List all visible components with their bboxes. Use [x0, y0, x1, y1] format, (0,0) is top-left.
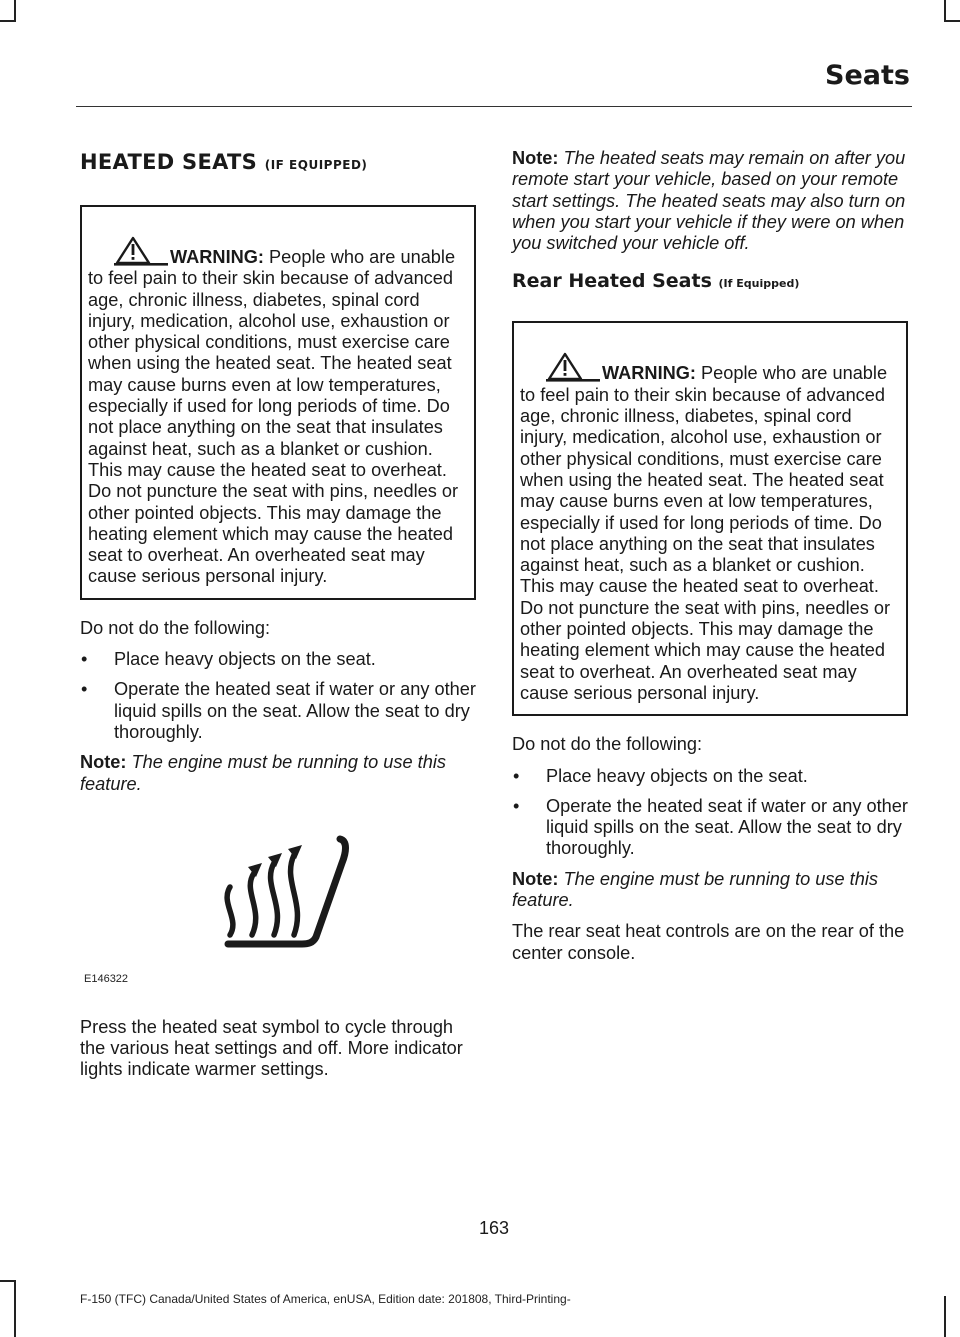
list-item [512, 766, 908, 787]
intro-text: Do not do the following: [512, 734, 703, 755]
page-number: 163 [478, 1218, 510, 1238]
list-item-text: Place heavy objects on the seat. [114, 649, 376, 670]
press-text: Press the heated seat symbol to cycle through the various heat settings and off. More indicator lights indicate warmer settings. [80, 1016, 463, 1080]
warning-text: People who are unable to feel pain to their skin because of advanced age, chronic illness, diabetes, spinal cord injury, medication, alcohol use, exhaustion or other physical conditions, must exercise care when using the heated seat. The heated seat may cause burns even at low temperatures, especially if used for long periods of time. Do not place anything on the seat that insulates against heat, such as a blanket or cushion. This may cause the heated seat to overheat. Do not puncture the seat with pins, needles or other pointed objects. This may damage the heating element which may cause the heated seat to overheat. An overheated seat may cause serious personal injury. [88, 247, 459, 587]
list-item-text: Place heavy objects on the seat. [546, 765, 808, 786]
bullet-glyph: • [513, 795, 520, 816]
footer-text: F-150 (TFC) Canada/United States of America, enUSA, Edition date: 201808, Third-Printing- [80, 1292, 571, 1306]
list-item-text: Operate the heated seat if water or any other liquid spills on the seat. Allow the seat to dry thoroughly. [546, 795, 908, 859]
note-paragraph [512, 869, 908, 912]
subsection-heading-suffix: (If Equipped) [718, 277, 800, 291]
list-item [80, 679, 476, 743]
subsection-heading-text: Rear Heated Seats [512, 270, 712, 293]
right-column [512, 148, 908, 974]
bullet-glyph: • [81, 679, 88, 700]
warning-paragraph [88, 235, 468, 588]
note-text: The engine must be running to use this feature. [512, 868, 878, 911]
note-paragraph [80, 752, 476, 795]
warning-paragraph [520, 351, 900, 704]
controls-text: The rear seat heat controls are on the rear of the center console. [512, 921, 905, 963]
warning-label: WARNING: [170, 247, 264, 267]
crop-mark [944, 1296, 946, 1337]
warning-text: People who are unable to feel pain to their skin because of advanced age, chronic illness, diabetes, spinal cord injury, medication, alcohol use, exhaustion or other physical conditions, must exercise care when using the heated seat. The heated seat may cause burns even at low temperatures, especially if used for long periods of time. Do not place anything on the seat that insulates against heat, such as a blanket or cushion. This may cause the heated seat to overheat. Do not puncture the seat with pins, needles or other pointed objects. This may damage the heating element which may cause the heated seat to overheat. An overheated seat may cause serious personal injury. [520, 363, 891, 703]
intro-text: Do not do the following: [80, 617, 271, 638]
note-text: The engine must be running to use this feature. [80, 752, 446, 794]
header-divider [76, 106, 912, 107]
note-label: Note: [512, 148, 559, 168]
warning-label: WARNING: [602, 363, 696, 384]
warning-triangle-icon [114, 235, 168, 267]
bullet-list [512, 766, 908, 860]
crop-mark [14, 1280, 16, 1337]
page-header-title: Seats [825, 60, 910, 91]
crop-mark [14, 0, 16, 22]
note-text: The heated seats may remain on after you remote start your vehicle, based on your remote start settings. The heated seats may also turn on when you start your vehicle if they were on when you switched your vehicle off. [512, 148, 906, 254]
left-column [80, 148, 476, 1091]
crop-mark [944, 0, 946, 22]
warning-box [512, 321, 908, 716]
heated-seat-icon [216, 823, 356, 957]
subsection-heading [512, 268, 908, 297]
note-paragraph [512, 148, 908, 254]
bullet-glyph: • [81, 649, 88, 670]
crop-mark [0, 1280, 16, 1282]
warning-box [80, 205, 476, 600]
bullet-list [80, 649, 476, 743]
section-heading-suffix: (IF EQUIPPED) [264, 158, 368, 172]
list-item-text: Operate the heated seat if water or any other liquid spills on the seat. Allow the seat to dry thoroughly. [114, 679, 476, 742]
section-heading [80, 148, 476, 179]
warning-triangle-icon [546, 351, 600, 383]
bullet-glyph: • [513, 765, 520, 786]
list-item [512, 796, 908, 860]
crop-mark [0, 20, 16, 22]
figure-id: E146322 [84, 972, 129, 985]
section-heading-text: HEATED SEATS [80, 150, 258, 174]
note-label: Note: [512, 868, 559, 889]
crop-mark [944, 20, 960, 22]
list-item [80, 649, 476, 670]
note-label: Note: [80, 752, 127, 773]
heated-seat-figure [80, 813, 476, 1003]
